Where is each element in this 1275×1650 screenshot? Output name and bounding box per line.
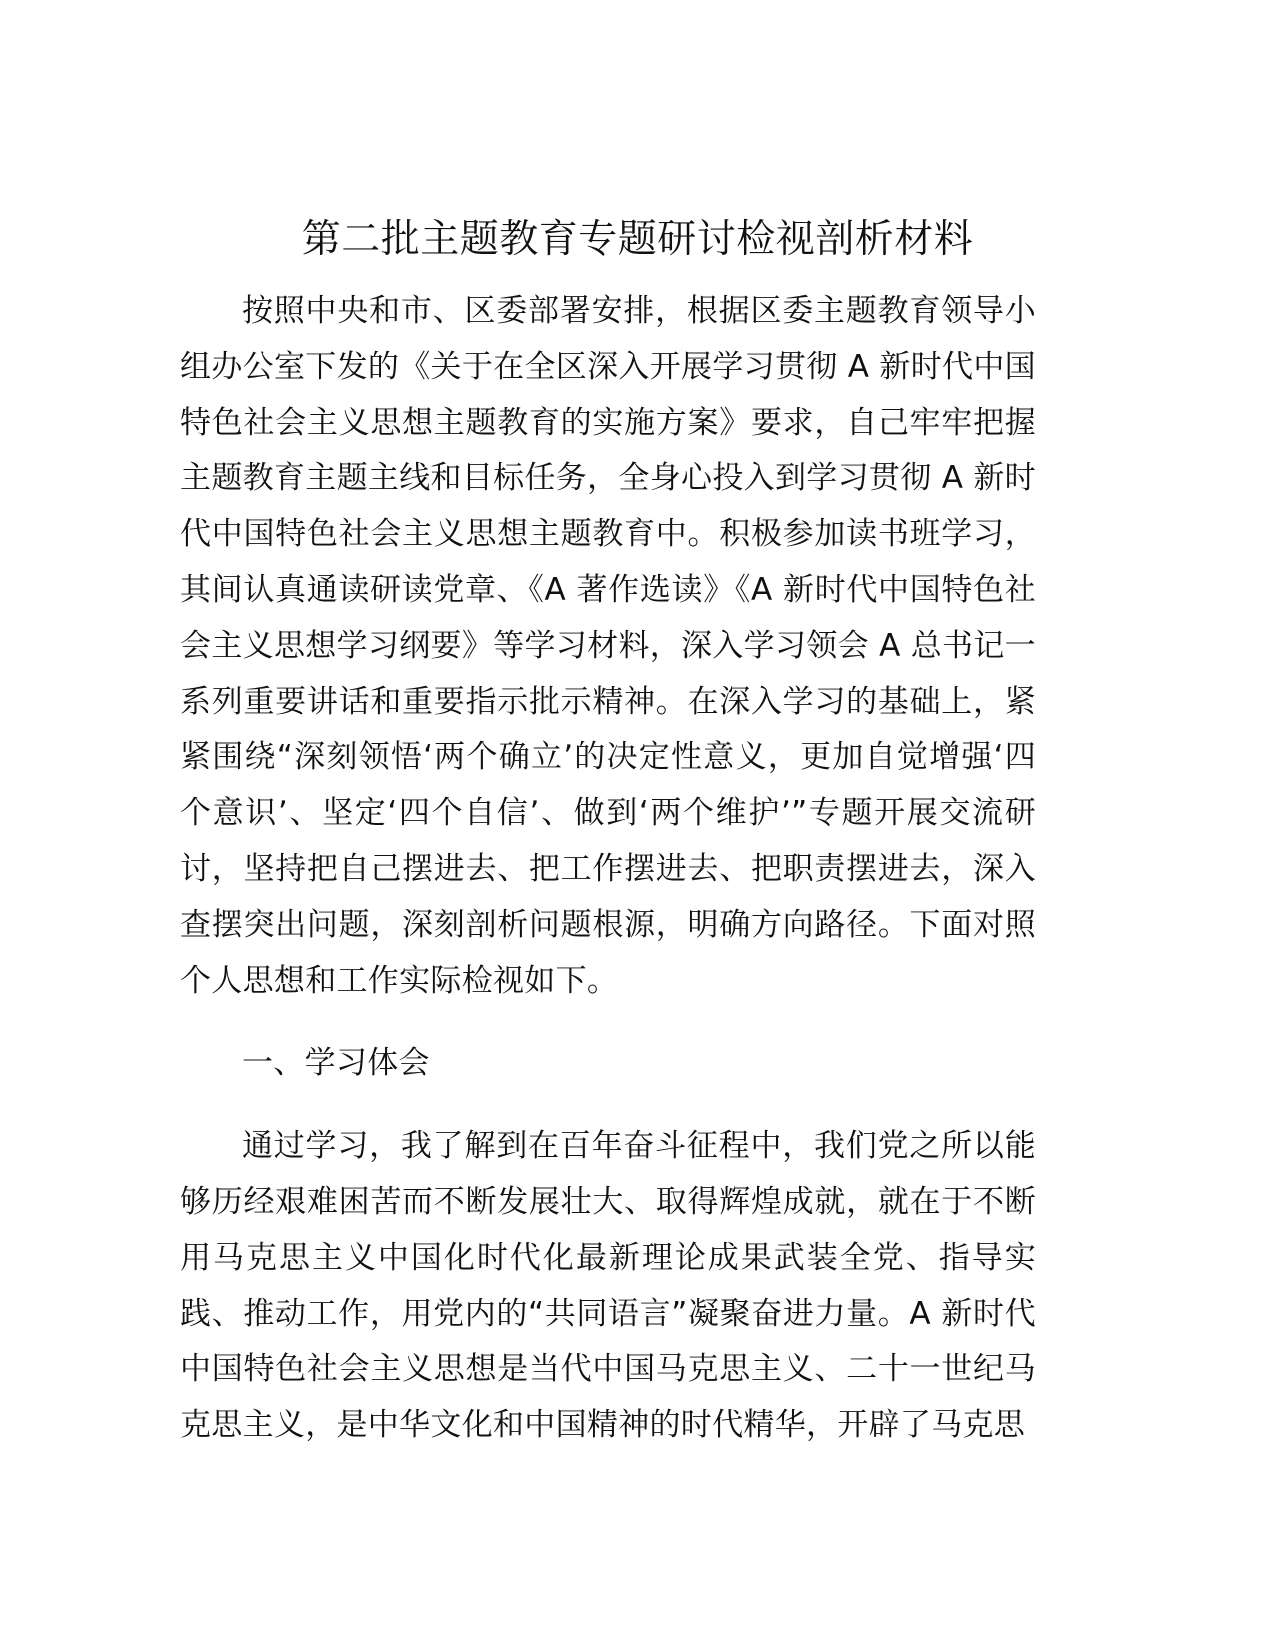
section-paragraph: 通过学习，我了解到在百年奋斗征程中，我们党之所以能够历经艰难困苦而不断发展壮大、取得辉煌成就，就在于不断用马克思主义中国化时代化最新理论成果武装全党、指导实践、推动工作，用党内的“共同语言”凝聚奋进力量。A 新时代中国特色社会主义思想是当代中国马克思主义、二十一世纪马克思主义，是中华文化和中国精神的时代精华，开辟了马克思 <box>180 1128 1036 1444</box>
document-body <box>180 284 1036 1454</box>
intro-paragraph: 按照中央和市、区委部署安排，根据区委主题教育领导小组办公室下发的《关于在全区深入开展学习贯彻 A 新时代中国特色社会主义思想主题教育的实施方案》要求，自己牢牢把握主题教育主题主线和目标任务，全身心投入到学习贯彻 A 新时代中国特色社会主义思想主题教育中。积极参加读书班学习，其间认真通读研读党章、《A 著作选读》《A 新时代中国特色社会主义思想学习纲要》等学习材料，深入学习领会 A 总书记一系列重要讲话和重要指示批示精神。在深入学习的基础上，紧紧围绕“深刻领悟‘两个确立’的决定性意义，更加自觉增强‘四个意识’、坚定‘四个自信’、做到‘两个维护’”专题开展交流研讨，坚持把自己摆进去、把工作摆进去、把职责摆进去，深入查摆突出问题，深刻剖析问题根源，明确方向路径。下面对照个人思想和工作实际检视如下。 <box>180 293 1036 999</box>
document-title: 第二批主题教育专题研讨检视剖析材料 <box>301 217 974 262</box>
section-heading: 一、学习体会 <box>242 1045 430 1082</box>
